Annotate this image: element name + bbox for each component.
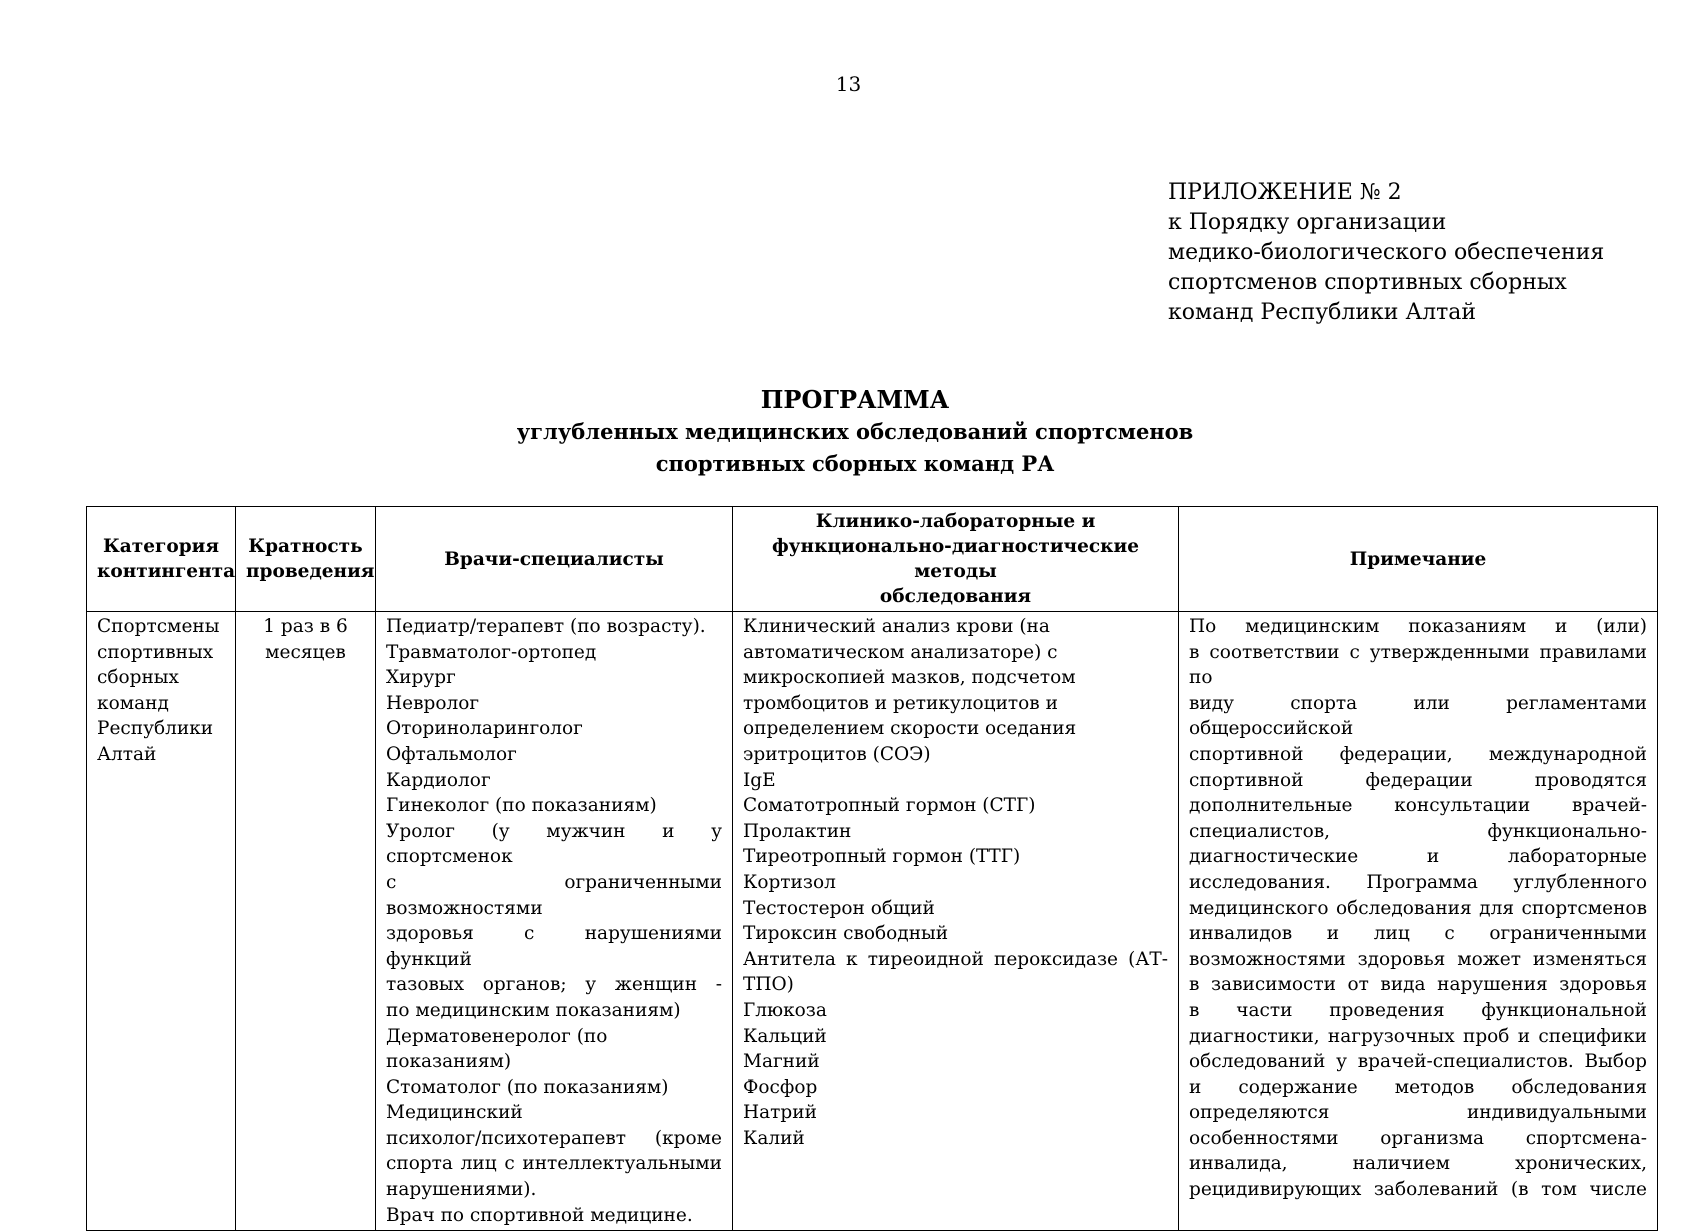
cell-line: сборных: [97, 667, 179, 689]
cell-line: Хирург: [386, 667, 456, 689]
cell-line: по медицинским показаниям): [386, 999, 681, 1021]
cell-line: определяются индивидуальными: [1189, 1102, 1647, 1124]
cell-line: автоматическом анализаторе) с: [743, 641, 1058, 663]
cell-line: спортивной федерации проводятся: [1189, 769, 1647, 791]
header-methods: [733, 507, 1179, 612]
cell-line: Педиатр/терапевт (по возрасту).: [386, 616, 706, 637]
cell-line: Фосфор: [743, 1076, 818, 1098]
cell-line: эритроцитов (СОЭ): [743, 743, 931, 765]
cell-line: Офтальмолог: [386, 743, 517, 765]
cell-line: Республики: [97, 718, 214, 740]
cell-line: Медицинский: [386, 1102, 523, 1124]
cell-line: обследований у врачей-специалистов. Выбор: [1189, 1051, 1647, 1073]
cell-line: спорта лиц с интеллектуальными: [386, 1153, 722, 1175]
appendix-line: медико-биологического обеспечения: [1168, 240, 1605, 265]
document-title: [0, 384, 1697, 480]
cell-line: рецидивирующих заболеваний (в том числе: [1189, 1179, 1647, 1201]
cell-frequency: [236, 612, 376, 1231]
header-line: Примечание: [1349, 548, 1487, 570]
cell-line: Тироксин свободный: [743, 923, 949, 945]
cell-line: Уролог (у мужчин и у спортсменок: [386, 820, 722, 868]
header-line: Врачи-специалисты: [444, 548, 664, 570]
cell-line: Магний: [743, 1051, 820, 1073]
cell-line: спортивных: [97, 641, 214, 663]
header-line: функционально-диагностические методы: [772, 536, 1139, 582]
program-table: [86, 506, 1658, 1231]
cell-line: в части проведения функциональной: [1189, 999, 1647, 1021]
cell-line: тромбоцитов и ретикулоцитов и: [743, 692, 1058, 714]
header-line: проведения: [246, 561, 375, 582]
cell-line: специалистов, функционально-: [1189, 820, 1647, 842]
cell-line: Дерматовенеролог (по показаниям): [386, 1025, 608, 1073]
appendix-line: к Порядку организации: [1168, 210, 1447, 235]
cell-category: [87, 612, 236, 1231]
cell-line: Кальций: [743, 1025, 827, 1047]
cell-methods: [733, 612, 1179, 1231]
cell-line: Натрий: [743, 1102, 817, 1124]
cell-line: Кортизол: [743, 871, 836, 893]
cell-line: 1 раз в 6: [263, 616, 348, 637]
cell-line: По медицинским показаниям и (или): [1189, 616, 1647, 637]
cell-line: Врач по спортивной медицине.: [386, 1204, 693, 1226]
cell-line: виду спорта или регламентами общероссийской: [1189, 692, 1647, 740]
cell-line: нарушениями).: [386, 1179, 537, 1201]
cell-line: инвалида, наличием хронических,: [1189, 1153, 1647, 1175]
cell-line: дополнительные консультации врачей-: [1189, 795, 1647, 817]
cell-line: здоровья с нарушениями функций: [386, 923, 722, 970]
cell-line: Глюкоза: [743, 999, 827, 1021]
cell-line: и содержание методов обследования: [1189, 1076, 1647, 1098]
page-number: 13: [835, 72, 862, 96]
cell-line: Оториноларинголог: [386, 718, 583, 740]
cell-line: определением скорости оседания: [743, 718, 1077, 740]
title-main: ПРОГРАММА: [760, 385, 950, 414]
header-line: контингента: [97, 561, 236, 582]
cell-line: Гинеколог (по показаниям): [386, 795, 657, 817]
cell-line: особенностями организма спортсмена-: [1189, 1127, 1647, 1149]
cell-line: с ограниченными возможностями: [386, 871, 722, 919]
cell-line: возможностями здоровья может изменяться: [1189, 948, 1647, 970]
cell-line: Травматолог-ортопед: [386, 641, 597, 663]
appendix-line: спортсменов спортивных сборных: [1168, 270, 1567, 295]
cell-note: [1179, 612, 1658, 1231]
cell-line: психолог/психотерапевт (кроме: [386, 1127, 722, 1149]
cell-line: месяцев: [265, 641, 346, 663]
header-line: Категория: [102, 536, 220, 557]
title-subtitle: спортивных сборных команд РА: [655, 451, 1055, 476]
header-note: [1179, 507, 1658, 612]
cell-line: Спортсмены: [97, 616, 220, 637]
table-row: [87, 612, 1658, 1231]
cell-line: Алтай: [97, 743, 157, 765]
header-frequency: [236, 507, 376, 612]
appendix-line: команд Республики Алтай: [1168, 300, 1477, 325]
cell-line: команд: [97, 692, 169, 714]
appendix-block: [1168, 178, 1688, 328]
cell-line: Пролактин: [743, 820, 852, 842]
cell-line: Соматотропный гормон (СТГ): [743, 795, 1036, 817]
cell-line: тазовых органов; у женщин -: [386, 974, 722, 996]
cell-line: IgE: [743, 769, 776, 791]
cell-line: Тестостерон общий: [743, 897, 935, 919]
cell-line: Кардиолог: [386, 769, 491, 791]
cell-doctors: [376, 612, 733, 1231]
header-line: Клинико-лабораторные и: [815, 511, 1096, 532]
table-header-row: [87, 507, 1658, 612]
cell-line: медицинского обследования для спортсменов: [1189, 897, 1647, 919]
header-line: Кратность: [248, 536, 363, 557]
cell-line: Калий: [743, 1127, 805, 1149]
header-line: обследования: [879, 586, 1032, 607]
appendix-line: ПРИЛОЖЕНИЕ № 2: [1168, 180, 1402, 205]
cell-line: спортивной федерации, международной: [1189, 743, 1647, 765]
cell-line: Стоматолог (по показаниям): [386, 1076, 669, 1098]
cell-line: инвалидов и лиц с ограниченными: [1189, 923, 1647, 945]
cell-line: в зависимости от вида нарушения здоровья: [1189, 974, 1647, 996]
cell-line: в соответствии с утвержденными правилами по: [1189, 641, 1647, 689]
cell-line: диагностические и лабораторные: [1189, 846, 1647, 868]
cell-line: Невролог: [386, 692, 480, 714]
cell-line: Клинический анализ крови (на: [743, 616, 1050, 637]
cell-line: исследования. Программа углубленного: [1189, 871, 1647, 893]
cell-line: микроскопией мазков, подсчетом: [743, 667, 1076, 689]
cell-line: Тиреотропный гормон (ТТГ): [743, 846, 1021, 868]
header-doctors: [376, 507, 733, 612]
header-category: [87, 507, 236, 612]
cell-line: Антитела к тиреоидной пероксидазе (АТ-: [743, 948, 1168, 970]
cell-line: ТПО): [743, 974, 794, 996]
cell-line: диагностики, нагрузочных проб и специфики: [1189, 1025, 1647, 1047]
title-subtitle: углубленных медицинских обследований спортсменов: [516, 419, 1194, 444]
